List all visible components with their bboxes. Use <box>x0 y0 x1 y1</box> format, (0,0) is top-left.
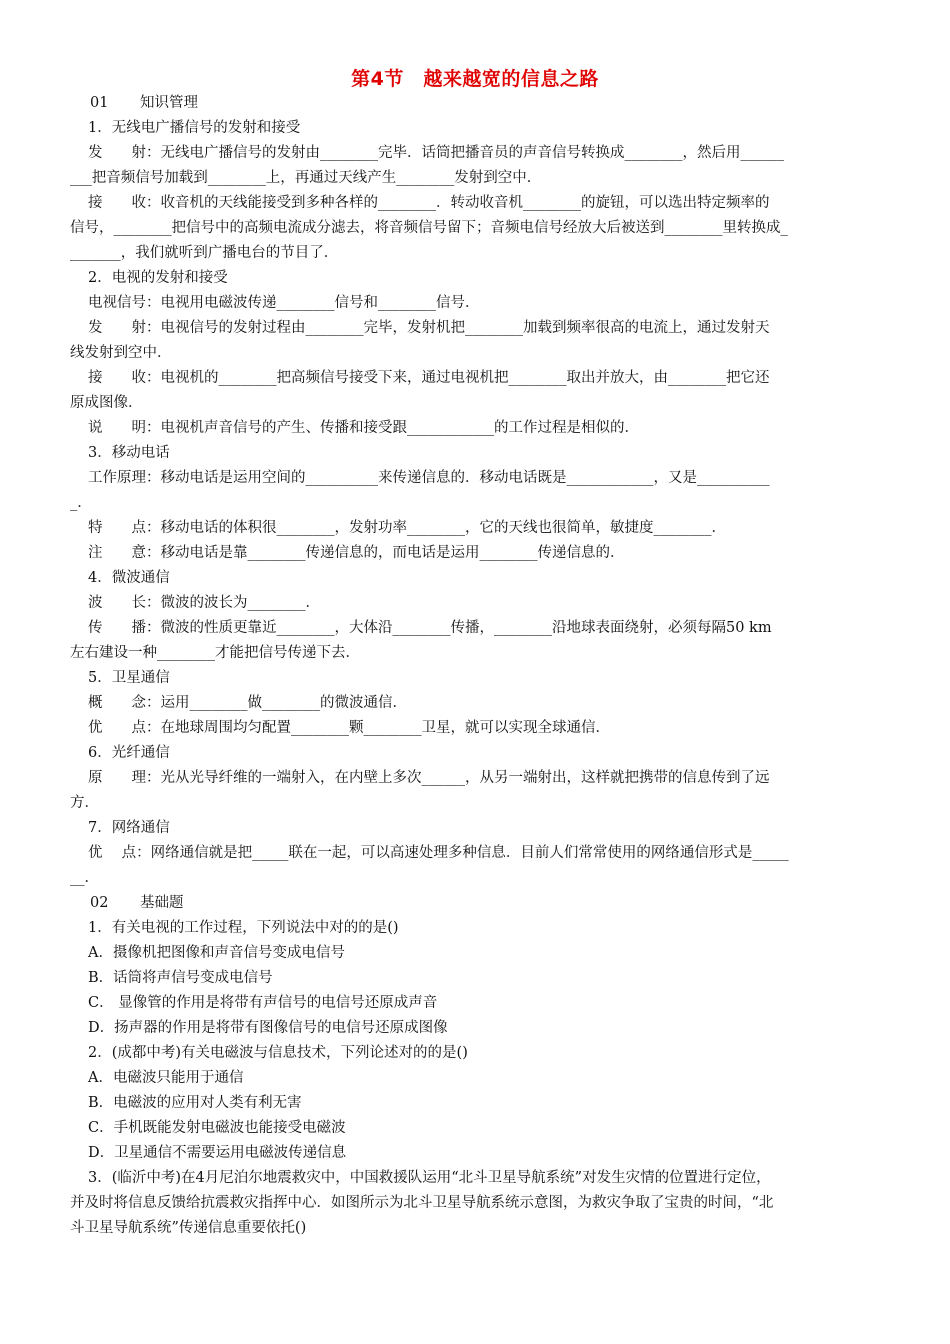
text-line: 接 收：电视机的________把高频信号接受下来，通过电视机把________取出并放大，由________把它还 <box>88 370 770 386</box>
text-line: 电视信号：电视用电磁波传递________信号和________信号． <box>88 295 480 311</box>
text-line: 6．光纤通信 <box>88 745 170 761</box>
text-line: C．手机既能发射电磁波也能接受电磁波 <box>88 1120 346 1136</box>
text-line: 3．(临沂中考)在4月尼泊尔地震救灾中，中国救援队运用“北斗卫星导航系统”对发生灾情的位置进行定位， <box>88 1170 771 1186</box>
text-line: 7．网络通信 <box>88 820 170 836</box>
text-line: D．卫星通信不需要运用电磁波传递信息 <box>88 1145 347 1161</box>
text-line: 左右建设一种________才能把信号传递下去． <box>70 645 360 661</box>
text-line: 并及时将信息反馈给抗震救灾指挥中心．如图所示为北斗卫星导航系统示意图，为救灾争取了宝贵的时间，“北 <box>70 1195 774 1211</box>
text-line: _． <box>70 495 92 511</box>
text-line: 优 点：在地球周围均匀配置________颗________卫星，就可以实现全球通信． <box>88 720 610 736</box>
section-number: 02 <box>90 895 109 911</box>
text-line: 2．电视的发射和接受 <box>88 270 228 286</box>
text-line: A．摄像机把图像和声音信号变成电信号 <box>88 945 345 961</box>
page-title: 第4节 越来越宽的信息之路 <box>351 68 599 90</box>
text-line: A．电磁波只能用于通信 <box>88 1070 244 1086</box>
section-number: 01 <box>90 95 109 111</box>
text-line: C． 显像管的作用是将带有声信号的电信号还原成声音 <box>88 995 438 1011</box>
text-line: 波 长：微波的波长为________． <box>88 595 320 611</box>
text-line: 注 意：移动电话是靠________传递信息的，而电话是运用________传递信息的． <box>88 545 625 561</box>
text-line: 信号，________把信号中的高频电流成分滤去，将音频信号留下；音频电信号经放大后被送到________里转换成_ <box>70 220 788 236</box>
text-line: __． <box>70 870 99 886</box>
text-line: 原成图像． <box>70 395 143 411</box>
text-line: D．扬声器的作用是将带有图像信号的电信号还原成图像 <box>88 1020 448 1036</box>
text-line: 3．移动电话 <box>88 445 170 461</box>
text-line: ___把音频信号加载到________上，再通过天线产生________发射到空中． <box>70 170 542 186</box>
section-title: 基础题 <box>140 895 184 911</box>
text-line: 传 播：微波的性质更靠近________，大体沿________传播，________沿地球表面绕射，必须每隔50 km <box>88 620 772 636</box>
text-line: B．话筒将声信号变成电信号 <box>88 970 273 986</box>
text-line: 发 射：无线电广播信号的发射由________完毕．话筒把播音员的声音信号转换成________，然后用______ <box>88 145 784 161</box>
text-line: 原 理：光从光导纤维的一端射入，在内壁上多次______，从另一端射出，这样就把携带的信息传到了远 <box>88 770 770 786</box>
text-line: 斗卫星导航系统”传递信息重要依托() <box>70 1220 307 1236</box>
text-line: 发 射：电视信号的发射过程由________完毕，发射机把________加载到频率很高的电流上，通过发射天 <box>88 320 770 336</box>
text-line: B．电磁波的应用对人类有利无害 <box>88 1095 302 1111</box>
text-line: 工作原理：移动电话是运用空间的__________来传递信息的．移动电话既是____________，又是__________ <box>88 470 770 486</box>
text-line: 5．卫星通信 <box>88 670 170 686</box>
text-line: 接 收：收音机的天线能接受到多种各样的________．转动收音机________的旋钮，可以选出特定频率的 <box>88 195 770 211</box>
text-line: 概 念：运用________做________的微波通信． <box>88 695 407 711</box>
section-title: 知识管理 <box>140 95 198 111</box>
text-line: 说 明：电视机声音信号的产生、传播和接受跟____________的工作过程是相似的． <box>88 420 639 436</box>
text-line: 1．有关电视的工作过程，下列说法中对的的是() <box>88 920 399 936</box>
section-heading <box>70 91 900 116</box>
document-body <box>70 91 900 1241</box>
text-line: _______，我们就听到广播电台的节目了． <box>70 245 339 261</box>
text-line: 4．微波通信 <box>88 570 170 586</box>
text-line: 线发射到空中． <box>70 345 172 361</box>
text-line: 特 点：移动电话的体积很________，发射功率________，它的天线也很简单，敏捷度________． <box>88 520 726 536</box>
text-line: 2．(成都中考)有关电磁波与信息技术，下列论述对的的是() <box>88 1045 468 1061</box>
text-line: 方． <box>70 795 99 811</box>
text-line: 1．无线电广播信号的发射和接受 <box>88 120 301 136</box>
text-line: 优 点：网络通信就是把_____联在一起，可以高速处理多种信息．目前人们常常使用的网络通信形式是_____ <box>88 845 789 861</box>
section-heading <box>70 891 900 916</box>
